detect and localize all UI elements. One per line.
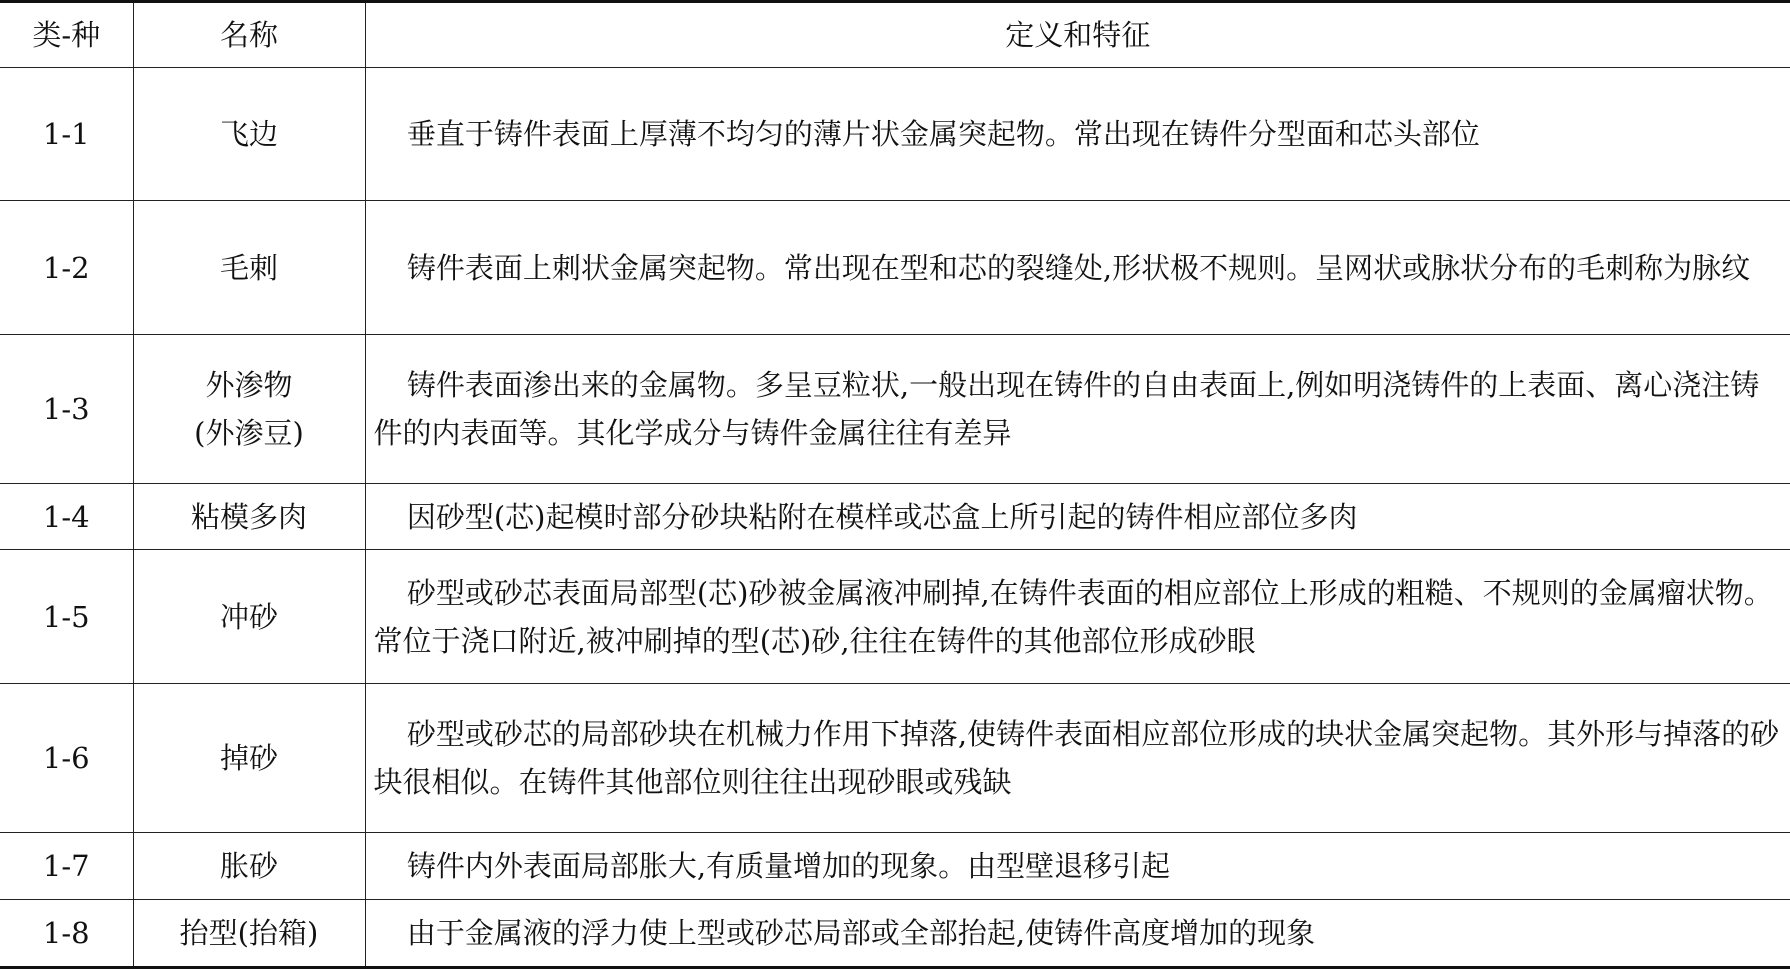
table-row <box>0 484 1790 550</box>
table-row <box>0 201 1790 335</box>
row-name-main: 外渗物 <box>205 368 293 402</box>
row-definition <box>365 684 1790 833</box>
row-category: 1-5 <box>0 550 133 684</box>
definition-text: 垂直于铸件表面上厚薄不均匀的薄片状金属突起物。常出现在铸件分型面和芯头部位 <box>406 117 1480 151</box>
definition-text: 砂型或砂芯表面局部型(芯)砂被金属液冲刷掉,在铸件表面的相应部位上形成的粗糙、不规则的金属瘤状物。常位于浇口附近,被冲刷掉的型(芯)砂,往往在铸件的其他部位形成砂眼 <box>373 575 1773 658</box>
row-category: 1-7 <box>0 833 133 900</box>
row-definition <box>365 68 1790 201</box>
row-name: 抬型(抬箱) <box>133 900 365 968</box>
row-name: 粘模多肉 <box>133 484 365 550</box>
row-definition <box>365 900 1790 968</box>
definition-text: 由于金属液的浮力使上型或砂芯局部或全部抬起,使铸件高度增加的现象 <box>406 916 1316 950</box>
definition-text: 铸件表面上刺状金属突起物。常出现在型和芯的裂缝处,形状极不规则。呈网状或脉状分布的毛刺称为脉纹 <box>406 250 1751 285</box>
row-category: 1-1 <box>0 68 133 201</box>
row-category: 1-8 <box>0 900 133 968</box>
table-row <box>0 900 1790 968</box>
column-header-name: 名称 <box>133 2 365 68</box>
row-name <box>133 335 365 484</box>
definition-text: 铸件表面渗出来的金属物。多呈豆粒状,一般出现在铸件的自由表面上,例如明浇铸件的上表面、离心浇注铸件的内表面等。其化学成分与铸件金属往往有差异 <box>373 368 1760 450</box>
row-definition <box>365 201 1790 335</box>
definition-text: 因砂型(芯)起模时部分砂块粘附在模样或芯盒上所引起的铸件相应部位多肉 <box>406 499 1358 534</box>
definition-text: 铸件内外表面局部胀大,有质量增加的现象。由型壁退移引起 <box>406 849 1171 883</box>
row-name: 毛刺 <box>133 201 365 335</box>
row-category: 1-3 <box>0 335 133 484</box>
column-header-category: 类-种 <box>0 2 133 68</box>
row-name: 冲砂 <box>133 550 365 684</box>
table-row <box>0 833 1790 900</box>
row-name-alias: (外渗豆) <box>194 416 304 450</box>
table-header-row <box>0 2 1790 68</box>
table-row <box>0 550 1790 684</box>
row-name: 胀砂 <box>133 833 365 900</box>
row-name: 掉砂 <box>133 684 365 833</box>
row-definition <box>365 335 1790 484</box>
column-header-definition: 定义和特征 <box>365 2 1790 68</box>
row-category: 1-2 <box>0 201 133 335</box>
definition-text: 砂型或砂芯的局部砂块在机械力作用下掉落,使铸件表面相应部位形成的块状金属突起物。其外形与掉落的砂块很相似。在铸件其他部位则往往出现砂眼或残缺 <box>373 717 1780 799</box>
table-row <box>0 684 1790 833</box>
row-category: 1-6 <box>0 684 133 833</box>
row-definition <box>365 833 1790 900</box>
table-row <box>0 335 1790 484</box>
row-definition <box>365 484 1790 550</box>
row-name: 飞边 <box>133 68 365 201</box>
row-definition <box>365 550 1790 684</box>
table-row <box>0 68 1790 201</box>
row-category: 1-4 <box>0 484 133 550</box>
